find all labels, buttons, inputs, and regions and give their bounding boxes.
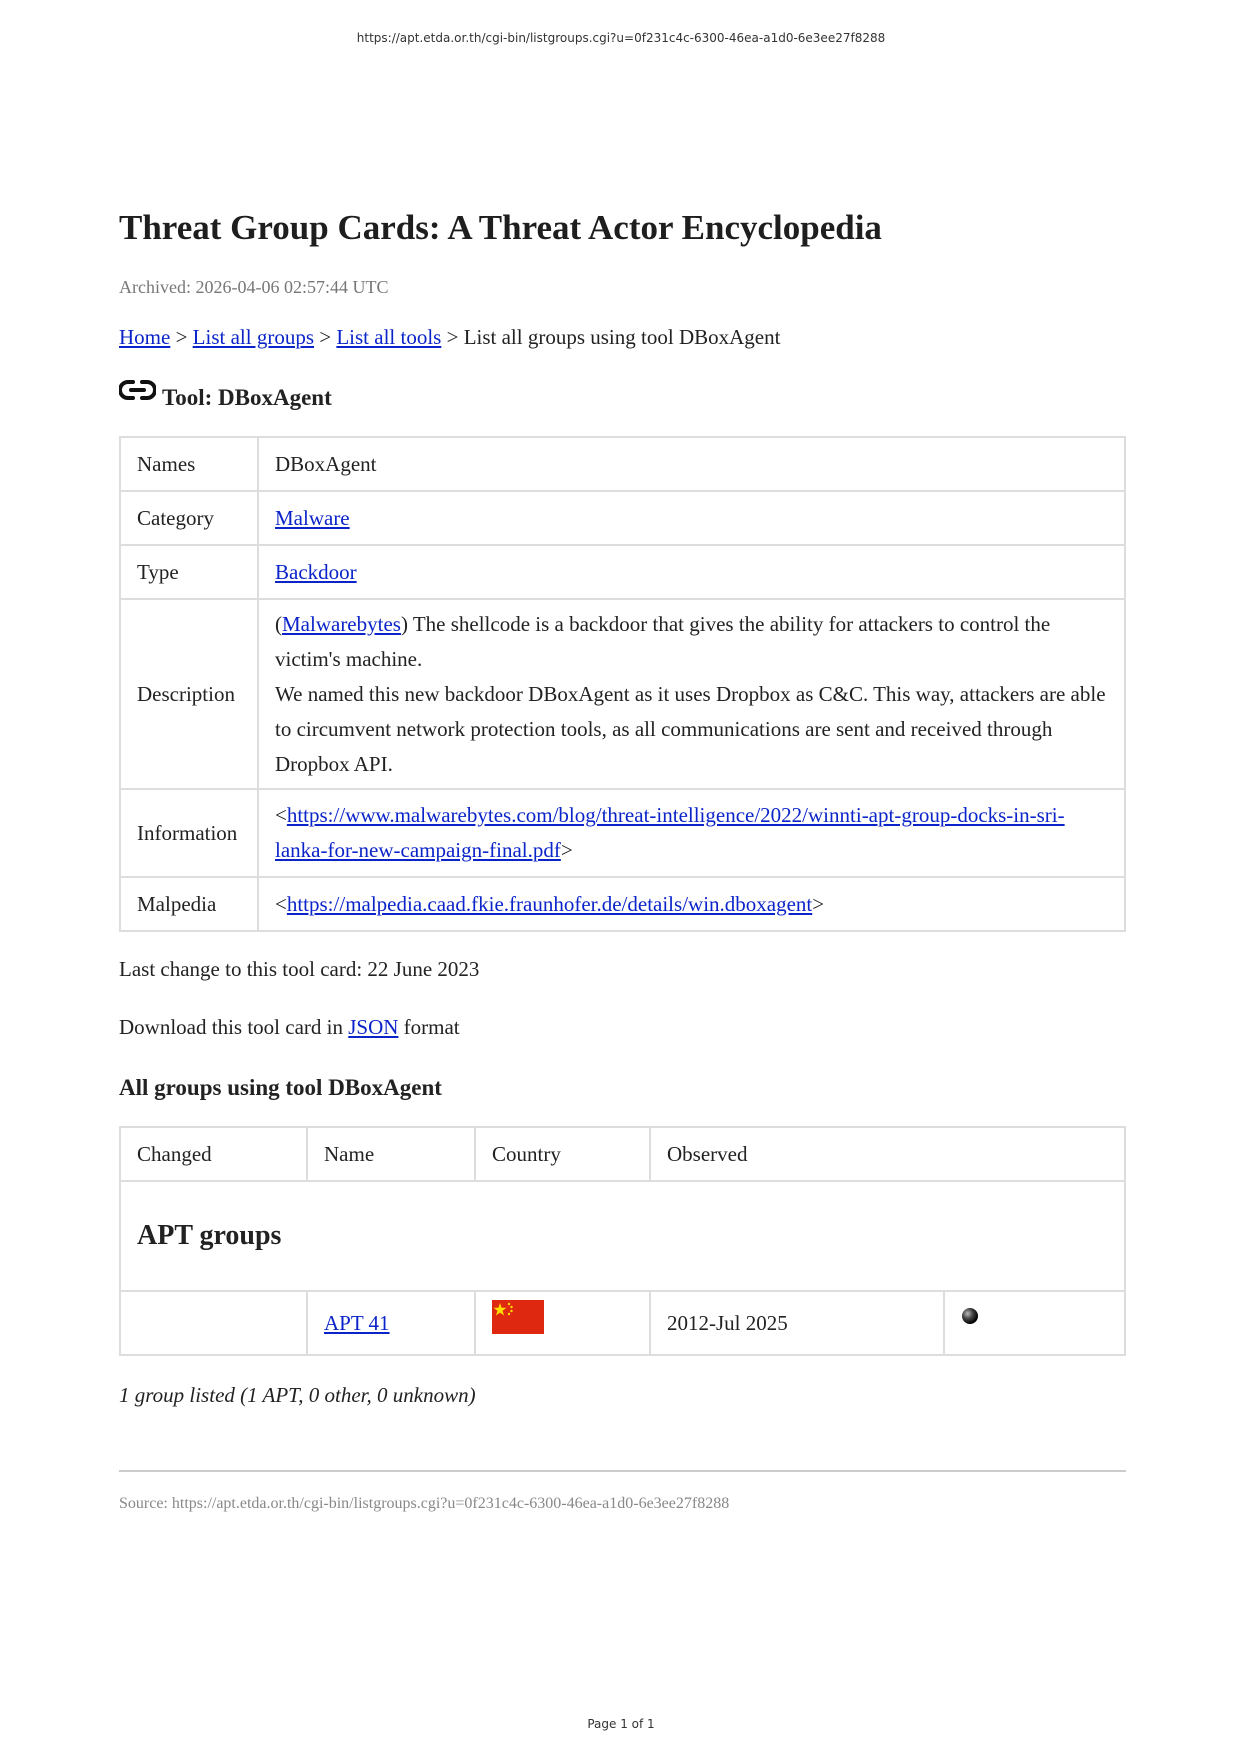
observed-cell: 2012-Jul 2025 — [650, 1291, 944, 1355]
breadcrumb-separator: > — [175, 325, 188, 349]
description-paragraph-2: We named this new backdoor DBoxAgent as it uses Dropbox as C&C. This way, attackers are able to circumvent network protection tools, as all communications are sent and received through Dropbox API. — [275, 681, 1106, 776]
table-row — [120, 545, 1125, 599]
table-row — [120, 789, 1125, 877]
names-value: DBoxAgent — [258, 437, 1125, 491]
changed-cell — [120, 1291, 307, 1355]
type-label: Type — [120, 545, 258, 599]
lt-bracket: < — [275, 803, 287, 827]
black-ball-icon — [961, 1307, 979, 1325]
tool-info-table — [119, 436, 1126, 932]
malpedia-link[interactable]: https://malpedia.caad.fkie.fraunhofer.de/details/win.dboxagent — [286, 891, 813, 916]
description-text-1: ) The shellcode is a backdoor that gives the ability for attackers to control the victim's machine. — [275, 611, 1051, 671]
tool-heading — [119, 384, 1125, 412]
column-header-country: Country — [475, 1127, 650, 1181]
status-cell — [944, 1291, 1125, 1355]
table-row — [120, 491, 1125, 545]
breadcrumb-home-link[interactable]: Home — [119, 325, 171, 349]
groups-heading: All groups using tool DBoxAgent — [119, 1075, 442, 1100]
page-title: Threat Group Cards: A Threat Actor Encyclopedia — [119, 208, 882, 247]
description-paragraph-1 — [275, 607, 1108, 677]
paren-open: ( — [275, 611, 282, 636]
print-header-url: https://apt.etda.or.th/cgi-bin/listgroups.cgi?u=0f231c4c-6300-46ea-a1d0-6e3ee27f8288 — [356, 31, 886, 45]
names-label: Names — [120, 437, 258, 491]
source-url: Source: https://apt.etda.or.th/cgi-bin/listgroups.cgi?u=0f231c4c-6300-46ea-a1d0-6e3ee27f8288 — [119, 1495, 730, 1512]
category-link[interactable]: Malware — [275, 505, 350, 530]
breadcrumb-separator: > — [319, 325, 332, 349]
breadcrumb-separator: > — [446, 325, 459, 349]
information-label: Information — [120, 789, 258, 877]
type-link[interactable]: Backdoor — [275, 559, 357, 584]
last-change-text: Last change to this tool card: 22 June 2023 — [119, 957, 480, 981]
breadcrumb-current: List all groups using tool DBoxAgent — [463, 325, 781, 349]
lt-bracket: < — [275, 891, 287, 916]
information-link[interactable]: https://www.malwarebytes.com/blog/threat-intelligence/2022/winnti-apt-group-docks-in-sri-lanka-for-new-campaign-final.pdf — [275, 803, 1065, 862]
archived-timestamp: Archived: 2026-04-06 02:57:44 UTC — [119, 277, 389, 297]
breadcrumb-list-groups-link[interactable]: List all groups — [192, 325, 314, 349]
breadcrumb — [119, 324, 1125, 350]
section-title-apt-groups: APT groups — [120, 1181, 1125, 1291]
divider — [119, 1470, 1126, 1472]
malpedia-label: Malpedia — [120, 877, 258, 931]
tool-heading-text: Tool: DBoxAgent — [162, 385, 332, 410]
name-cell — [307, 1291, 475, 1355]
description-label: Description — [120, 599, 258, 789]
section-row — [120, 1181, 1125, 1291]
groups-table — [119, 1126, 1126, 1356]
table-row — [120, 437, 1125, 491]
page-content — [119, 208, 1125, 1514]
gt-bracket: > — [560, 838, 573, 862]
type-cell — [258, 545, 1125, 599]
breadcrumb-list-tools-link[interactable]: List all tools — [336, 325, 442, 349]
country-cell — [475, 1291, 650, 1355]
description-cell — [258, 599, 1125, 789]
column-header-observed: Observed — [650, 1127, 1125, 1181]
download-line — [119, 1014, 1125, 1040]
gt-bracket: > — [812, 891, 825, 916]
category-label: Category — [120, 491, 258, 545]
json-download-link[interactable]: JSON — [348, 1015, 399, 1039]
column-header-name: Name — [307, 1127, 475, 1181]
malwarebytes-link[interactable]: Malwarebytes — [282, 611, 401, 636]
group-link-apt41[interactable]: APT 41 — [324, 1310, 390, 1335]
link-icon — [119, 376, 156, 404]
column-header-changed: Changed — [120, 1127, 307, 1181]
malpedia-cell — [258, 877, 1125, 931]
groups-summary: 1 group listed (1 APT, 0 other, 0 unknown) — [119, 1383, 476, 1407]
table-row — [120, 599, 1125, 789]
category-cell — [258, 491, 1125, 545]
download-prefix: Download this tool card in — [119, 1015, 349, 1039]
information-cell — [258, 789, 1125, 877]
table-row — [120, 877, 1125, 931]
china-flag-icon — [492, 1300, 544, 1334]
download-suffix: format — [398, 1015, 460, 1039]
table-row — [120, 1291, 1125, 1355]
print-footer-page-number: Page 1 of 1 — [587, 1717, 655, 1731]
table-header-row — [120, 1127, 1125, 1181]
